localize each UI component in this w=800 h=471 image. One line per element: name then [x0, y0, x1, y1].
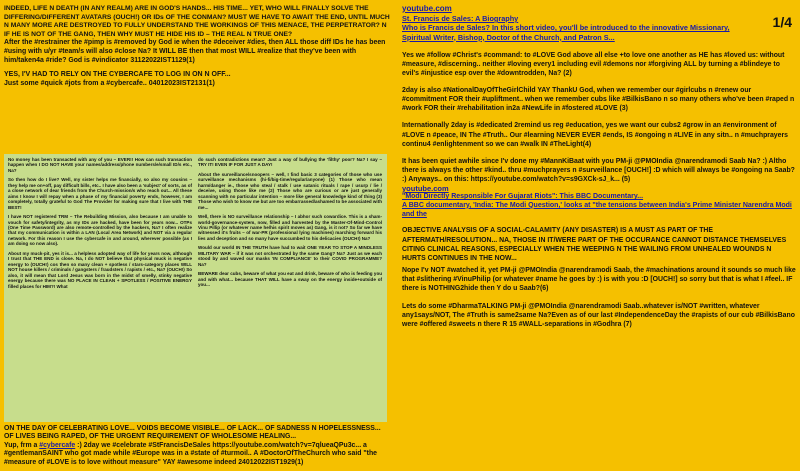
francis-text-c: #celebrate #StFrancisDeSales https://youtube.com/watch?v=7qlueaQPu3c... a #gentlemanSAINT who got made while #Europe was in a #state of #turmoil.. A #DoctorOfTheChurch who said "the #measure of #LOVE is to love without measure" YAY #awesome indeed 24012022IST1929(1): [4, 441, 377, 466]
page-counter-badge: 1/4: [772, 14, 792, 30]
mann-ki-baat-paragraph: It has been quiet awhile since I'v done my #MannKiBaat with you PM-ji @PMOIndia @narendramodi Saab Na? :) Altho there is always the other #kind.. thru #muchprayers n #surveillance [OUCH!] :D which will always be #ongoing na Saab? :) Anyways.. on this: https://youtube.com/watch?v=s9GXCk-sJ_k... (5): [402, 157, 795, 183]
green-paragraph: do such contradictions mean? Just a way of bullying the 'filthy' poor? Na? I say – TRY IT! EVEN IF FOR JUST A DAY!: [198, 157, 382, 168]
green-right-column: [198, 157, 382, 292]
cybercafe-heading: YES, I'V HAD TO RELY ON THE CYBERCAFE TO LOG IN ON N OFF...: [4, 71, 231, 79]
youtube-title-link-1[interactable]: St. Francis de Sales: A Biography: [402, 14, 519, 23]
green-paragraph: I have NOT registered TRM – The Rebuilding Mission, also because I am unable to vouch for safety/integrity, as my IDs are hacked, have been for years now... OTPs (One Time Password) are also remote-controlled by the hackers, Na? I often realize that my communication is within a LAN (Local Area Network) and NOT via a regular network. For this reason I use the cybercafe in and around, wherever possible (as I am doing so now also).: [8, 214, 192, 247]
love-command-paragraph: Yes we #follow #Christ's #command: to #LOVE God above all else +to love one another as HE has #loved us: without #measure, #discerning.. neither #loving every1 including evil #demons nor #forgiving ALL by turning a #blindeye to evil's #injustice esp over the #downtrodden, Na? (2): [402, 51, 785, 78]
green-paragraph: BEWARE dear cubs, beware of what you eat and drink, beware of who is feeding you and with what... because THAT WILL have a sway on the energy inside+outside of you...: [198, 271, 382, 288]
objective-analysis-caps: OBJECTIVE ANALYSIS OF A SOCIAL-CALAMITY (ANY DISASTER) IS A MUST AS PART OF THE AFTERMATH/RESOLUTION... NA, THOSE IN IT/WERE PART OF THE OCCURANCE CANNOT DISTANCE THEMSELVES CITING CLINICAL REASONS, ESPECIALLY WHEN THE WEEPING N THE WAILING FROM UNHEALED WOUNDS N HURTS CONTINUES IN THE NOW...: [402, 227, 787, 263]
youtube-description-2[interactable]: A BBC documentary, 'India: The Modi Question,' looks at "the tensions between India's Prime Minister Narendra Modi and the: [402, 201, 792, 218]
left-bottom-section: [4, 425, 390, 467]
love-day-caps: ON THE DAY OF CELEBRATING LOVE... VOIDS BECOME VISIBLE... OF LACK... OF SADNESS N HOPELESSNESS... OF LIVES BEING RAPED, OF THE URGENT REQUIREMENT OF WHOLESOME HEALING...: [4, 425, 381, 441]
green-paragraph: About my muck-pit, yes it is... a helpless adopted way of life for years now, although I trust that THE END is close. Na, I do NOT believe that physical muck is negative energy to (OUCH!) cos then so many clean + spotless / stars-category places WILL NOT house killers / criminals / gangsters / fraudsters / rapists / etc., Na? (OUCH!) So also, it will mean that Lord Jesus was born in the midst of smelly, stinky negative energy because there was NO PLACE IN CLEAN + SPOTLESS / POSITIVE ENERGY filled places for HIM?! What: [8, 250, 192, 289]
intro-caps: INDEED, LIFE N DEATH (IN ANY REALM) ARE IN GOD'S HANDS... HIS TIME... YET, WHO WILL FINALLY SOLVE THE DIFFERING/DIFFERENT AVATARS (OUCH!) OR IDs OF THE CONMAN? MUST WE HAVE TO AWAIT THE END, UNTIL MUCH N MANY MORE ARE DESTROYED TO FULLY UNDERSTAND THE WORKINGS OF THIS MENACE, THE PERPETRATOR? N IF HE IS NOT OF THE GANG, THEN WHY MUST HE HIDE HIS ID – THE REAL N TRUE ONE?: [4, 5, 390, 38]
green-paragraph: So then how do I live? Well, my sister helps me financially, so also my cousins – they help me on+off, pay difficult bills, etc.. I have also been a 'subject' of sorts, as of a close network of dear friends from the Church-mission/s who reach out... All these aims I know I will repay when a phase of my financial poverty ends, however, I am completely, totally grateful to God The Provider for making sure that I live with THE BEST!: [8, 177, 192, 210]
green-notes-panel: [4, 154, 387, 422]
green-left-column: [8, 157, 192, 293]
not-watched-paragraph: Nope I'v NOT #watched it, yet PM-ji @PMOIndia @narendramodi Saab, the #machinations around it sounds so much like that #slithering #VinuPhilip (or whatever #name he goes by :) is with you :D [OUCH!] so sorry but that is what I #feel.. IF there is NOTHING2hide then Y do u Saab?(6): [402, 267, 796, 293]
francis-text-b: :) 2day we: [75, 441, 113, 449]
youtube-domain-link-2[interactable]: youtube.com: [402, 184, 449, 194]
left-column: [4, 0, 392, 89]
green-paragraph: Well, there is NO surveillance relationship – I abhor such cowardice. This is a sham-world-governance-system, now, filled and harvested by the Master-Of-Mind-Control Vinu Pillip (or whatever name he/his spirit moves as) Gang, is it not? So far we have witnessed it's fruits – of war-PR (professional lying machines) marching forward his lies and deception and so many have succumbed to his delicacies (OUCH!) Na?: [198, 214, 382, 241]
francis-paragraph: [4, 442, 390, 467]
dharma-talking-paragraph: Lets do some #DharmaTALKING PM-ji @PMOIndia @narendramodi Saab..whatever is/NOT #written, whatever any1says/NOT, The #Truth is same2same Na?Even as of our last #IndependenceDay the #rapists of our cub #BilkisBano were #offered #sweets n there R 15 #WALL-separations in #Godhra (7): [402, 302, 795, 328]
francis-text-a: Yup, frm a: [4, 441, 40, 449]
education-paragraph: Internationally 2day is #dedicated 2remind us reg #education, yes we want our cubs2 #grow in an #environment of #LOVE n #peace, IN The #Truth.. Our #learning NEVER EVER #ends, IS #ongoing n #LIVE in any sitn.. n #muchprayers continu4 #enlightenment so we can #walk IN #TheLight(4): [402, 122, 788, 148]
girl-child-paragraph: 2day is also #NationalDayOfTheGirlChild YAY ThankU God, when we remember our #girlcubs n #renew our #commitment FOR their #upliftment.. when we remember cubs like #BilkisBano n so many others who've been #raped n #work FOR their #rehabilitation in2a #NewLife in #fostered #LOVE (3): [402, 87, 795, 113]
cybercafe-hashtag-link[interactable]: #cybercafe: [39, 441, 76, 449]
right-column: [402, 0, 796, 329]
youtube-domain-link-1[interactable]: youtube.com: [402, 4, 452, 13]
green-paragraph: No money has been transacted with any of you – EVER!! How can such transaction happen when I DO NOT HAVE your names/address/phone numbers/e/small ID/s etc., Na?: [8, 157, 192, 173]
restrainer-paragraph: After the #restrainer the #pimp is #removed by God ie when the #deceiver #dies, then ALL those diff IDs he has been #using with u/yr #team/s will also #close Na? It WILL BE then that most WILL #realize that they've been with him/taken4a #ride? God is #vindicator 31122022IST1129(1): [4, 39, 386, 64]
green-paragraph: About the surveillance/snoopers – well, I find basic 3 categories of those who use surveillance mechanisms (hi-fi/big-time/regular/anyone) (1) Those who mean harm/danger ie., those who steal / stalk / use satanic rituals / rape / usurp / lie / deceive, using those like me (2) Those who are curious or are just generally scanning with no particular intention – more like general knowledge kind of thing (3) Those who wish to know me but are too embarrassed/ashamed to be associated with me...: [198, 171, 382, 210]
cybercafe-subheading: Just some #quick #jots from a #cybercafe.. 04012023IST2131(1): [4, 80, 215, 88]
green-paragraph: Would our world IN THE TRUTH have had to wait ONE YEAR TO STOP A MINDLESS MILITARY WAR – if it was not orchestrated by the same Gang? Na? Just as we each stood by and waved our masks 'IN COMPLIANCE' to their COVID PROGRAMME? Na?: [198, 245, 382, 267]
youtube-description-1[interactable]: Who is Francis de Sales? In this short video, you'll be introduced to the innovative Missionary, Spiritual Writer, Bishop, Doctor of the Church, and Patron S...: [402, 23, 730, 42]
youtube-title-link-2[interactable]: "Modi Directly Responsible For Gujarat Riots": This BBC Documentary...: [402, 193, 644, 201]
